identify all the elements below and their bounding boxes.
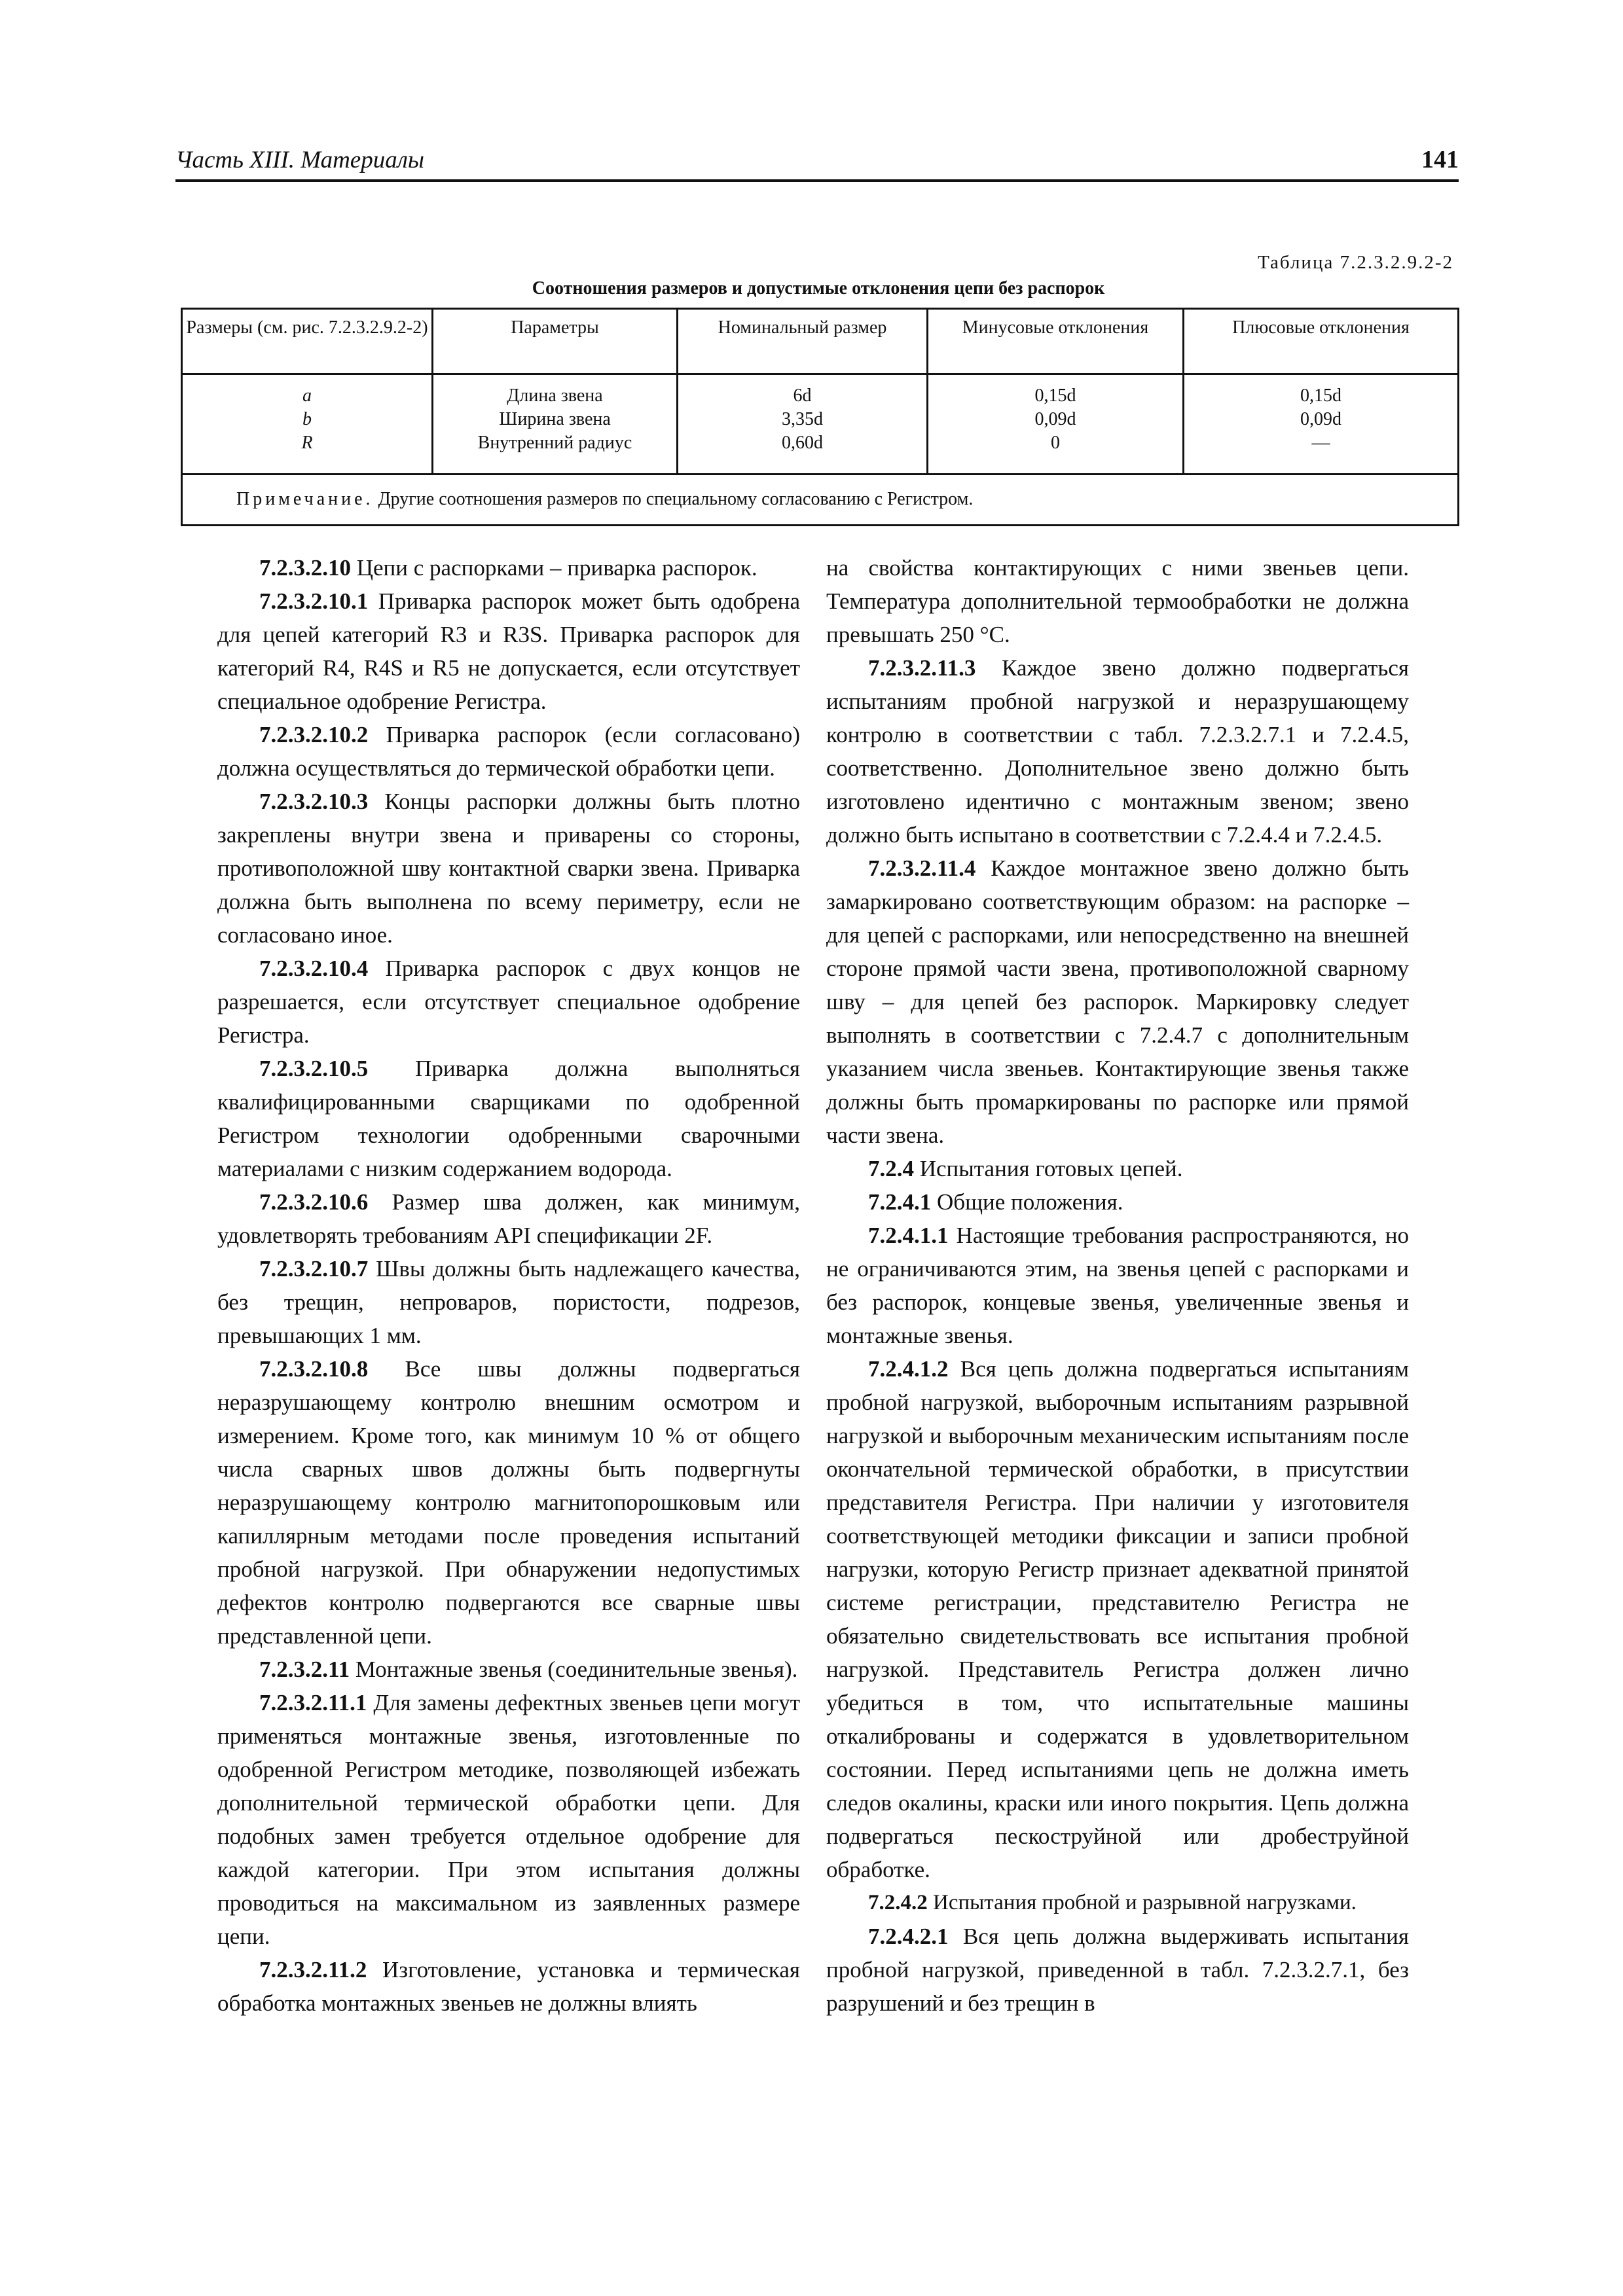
paragraph xyxy=(826,852,1409,1152)
clause-text: Испытания готовых цепей. xyxy=(919,1156,1183,1181)
clause-number: 7.2.3.2.10.8 xyxy=(259,1356,369,1382)
clause-text: Приварка распорок может быть одобрена для цепей категорий R3 и R3S. Приварка распорок для категорий R4, R4S и R5 не допускается, если отсутствует специальное одобрение Регистра. xyxy=(217,588,801,714)
table-column-minus xyxy=(928,374,1184,475)
clause-text: Приварка распорок с двух концов не разрешается, если отсутствует специальное одобрение Регистра. xyxy=(217,956,801,1048)
paragraph xyxy=(826,1219,1409,1352)
table-cell: 0,15d xyxy=(1300,386,1341,406)
table-row xyxy=(182,374,1459,475)
clause-text: Размер шва должен, как минимум, удовлетворять требованиям API спецификации 2F. xyxy=(217,1189,800,1248)
paragraph xyxy=(217,1352,800,1653)
paragraph xyxy=(217,1653,800,1686)
table-cell: 0,60d xyxy=(782,433,823,453)
clause-number: 7.2.3.2.11.1 xyxy=(259,1690,367,1715)
table-cell: Длина звена xyxy=(507,386,603,406)
table-note xyxy=(182,474,1459,525)
clause-number: 7.2.3.2.11 xyxy=(259,1657,350,1682)
paragraph xyxy=(217,785,800,952)
paragraph-continuation: на свойства контактирующих с ними звеньев цепи. Температура дополнительной термообработки не должна превышать 250 °С. xyxy=(826,555,1409,647)
page-number: 141 xyxy=(1421,146,1459,173)
clause-number: 7.2.3.2.10.6 xyxy=(259,1189,369,1215)
paragraph xyxy=(217,551,800,584)
clause-number: 7.2.4.1 xyxy=(868,1189,932,1215)
table-header-cell: Размеры (см. рис. 7.2.3.2.9.2-2) xyxy=(182,309,433,374)
clause-number: 7.2.3.2.10.1 xyxy=(259,588,369,614)
table-header-cell: Номинальный размер xyxy=(678,309,928,374)
note-label: Примечание. xyxy=(236,489,374,510)
paragraph xyxy=(826,1920,1409,2020)
table-header-cell: Минусовые отклонения xyxy=(928,309,1184,374)
clause-number: 7.2.4.2.1 xyxy=(868,1924,949,1949)
table-header-cell: Параметры xyxy=(433,309,678,374)
table-cell: b xyxy=(302,409,312,429)
clause-text: Цепи с распорками – приварка распорок. xyxy=(356,555,757,581)
table-note-row xyxy=(182,474,1459,525)
subsection-heading xyxy=(826,1886,1409,1920)
clause-text: Общие положения. xyxy=(937,1189,1123,1215)
clause-number: 7.2.3.2.11.3 xyxy=(868,655,976,681)
clause-text: Испытания пробной и разрывной нагрузками. xyxy=(933,1891,1357,1914)
paragraph xyxy=(217,1686,800,1953)
clause-number: 7.2.3.2.11.4 xyxy=(868,855,976,881)
table-cell: — xyxy=(1311,433,1330,453)
clause-text: Каждое монтажное звено должно быть замаркировано соответствующим образом: на распорке – для цепей с распорками, или непосредственно на внешней стороне прямой части звена, противоположной сварному шву – для цепей без распорок. Маркировку следует выполнять в соответствии с 7.2.4.7 с дополнительным указанием числа звеньев. Контактирующие звенья также должны быть промаркированы по распорке или прямой части звена. xyxy=(826,855,1409,1148)
clause-number: 7.2.4.2 xyxy=(868,1891,928,1914)
paragraph xyxy=(217,1252,800,1352)
paragraph xyxy=(217,718,800,785)
clause-text: Монтажные звенья (соединительные звенья). xyxy=(355,1657,798,1682)
table-cell: Ширина звена xyxy=(499,409,611,429)
paragraph xyxy=(217,584,800,718)
clause-number: 7.2.3.2.10.3 xyxy=(259,789,369,814)
clause-number: 7.2.4 xyxy=(868,1156,914,1181)
note-text: Другие соотношения размеров по специальному согласованию с Регистром. xyxy=(378,489,974,510)
left-column xyxy=(217,551,800,2020)
table-cell: R xyxy=(301,433,313,453)
clause-text: Изготовление, установка и термическая обработка монтажных звеньев не должны влиять xyxy=(217,1957,801,2016)
table-column-parameters xyxy=(433,374,678,475)
paragraph xyxy=(217,952,800,1052)
paragraph xyxy=(217,1185,800,1252)
table-cell: Внутренний радиус xyxy=(477,433,632,453)
clause-text: Вся цепь должна выдерживать испытания пробной нагрузкой, приведенной в табл. 7.2.3.2.7.1, без разрушений и без трещин в xyxy=(826,1924,1409,2016)
table-column-nominal xyxy=(678,374,928,475)
table-cell: 0,09d xyxy=(1034,409,1076,429)
clause-text: Вся цепь должна подвергаться испытаниям пробной нагрузкой, выборочным испытаниям разрывной нагрузкой и выборочным механическим испытаниям после окончательной термической обработки, в присутствии представителя Регистра. При наличии у изготовителя соответствующей методики фиксации и записи пробной нагрузки, которую Регистр признает адекватной принятой системе регистрации, представителю Регистра не обязательно свидетельствовать все испытания пробной нагрузкой. Представитель Регистра должен лично убедиться в том, что испытательные машины откалиброваны и содержатся в удовлетворительном состоянии. Перед испытаниями цепь не должна иметь следов окалины, краски или иного покрытия. Цепь должна подвергаться пескоструйной или дробеструйной обработке. xyxy=(826,1356,1410,1882)
clause-text: Приварка распорок (если согласовано) должна осуществляться до термической обработки цепи. xyxy=(217,722,800,781)
clause-text: Концы распорки должны быть плотно закреплены внутри звена и приварены со стороны, противоположной шву контактной сварки звена. Приварка должна быть выполнена по всему периметру, если не согласовано иное. xyxy=(217,789,800,948)
paragraph xyxy=(217,1953,800,2020)
clause-text: Все швы должны подвергаться неразрушающему контролю внешним осмотром и измерением. Кроме того, как минимум 10 % от общего числа сварных швов должны быть подвергнуты неразрушающему контролю магнитопорошковым или капиллярным методами после проведения испытаний пробной нагрузкой. При обнаружении недопустимых дефектов контролю подвергаются все сварные швы представленной цепи. xyxy=(217,1356,800,1649)
clause-number: 7.2.3.2.10.7 xyxy=(259,1256,369,1282)
clause-text: Приварка должна выполняться квалифицированными сварщиками по одобренной Регистром технологии одобренными сварочными материалами с низким содержанием водорода. xyxy=(217,1056,801,1181)
clause-number: 7.2.3.2.10 xyxy=(259,555,351,581)
clause-number: 7.2.3.2.10.4 xyxy=(259,956,369,981)
table-column-plus xyxy=(1184,374,1459,475)
section-heading xyxy=(826,1152,1409,1185)
clause-text: Для замены дефектных звеньев цепи могут применяться монтажные звенья, изготовленные по одобренной Регистром методике, позволяющей избежать дополнительной термической обработки цепи. Для подобных замен требуется отдельное одобрение для каждой категории. При этом испытания должны проводиться на максимальном из заявленных размере цепи. xyxy=(217,1690,800,1949)
table-label: Таблица 7.2.3.2.9.2-2 xyxy=(1258,252,1453,273)
table-column-dimensions xyxy=(182,374,433,475)
running-title: Часть XIII. Материалы xyxy=(175,147,424,173)
table-caption: Соотношения размеров и допустимые отклонения цепи без распорок xyxy=(532,278,1105,298)
table-cell: 0 xyxy=(1051,433,1060,453)
clause-number: 7.2.4.1.2 xyxy=(868,1356,949,1382)
table-cell: 6d xyxy=(793,386,812,406)
paragraph xyxy=(826,1352,1409,1886)
paragraph xyxy=(826,651,1409,852)
right-column xyxy=(826,551,1409,2020)
table-header-row xyxy=(182,309,1459,374)
clause-number: 7.2.3.2.11.2 xyxy=(259,1957,367,1982)
paragraph xyxy=(217,1052,800,1185)
dimensions-table xyxy=(181,308,1459,526)
table-header-cell: Плюсовые отклонения xyxy=(1184,309,1459,374)
subsection-heading xyxy=(826,1185,1409,1219)
table-cell: a xyxy=(302,386,312,406)
page-header xyxy=(175,143,1459,182)
clause-number: 7.2.3.2.10.5 xyxy=(259,1056,369,1081)
table-cell: 0,09d xyxy=(1300,409,1341,429)
clause-number: 7.2.4.1.1 xyxy=(868,1223,949,1248)
clause-text: Швы должны быть надлежащего качества, без трещин, непроваров, пористости, подрезов, превышающих 1 мм. xyxy=(217,1256,801,1348)
clause-text: Каждое звено должно подвергаться испытаниям пробной нагрузкой и неразрушающему контролю в соответствии с табл. 7.2.3.2.7.1 и 7.2.4.5, соответственно. Дополнительное звено должно быть изготовлено идентично с монтажным звеном; звено должно быть испытано в соответствии с 7.2.4.4 и 7.2.4.5. xyxy=(826,655,1409,848)
clause-text: Настоящие требования распространяются, но не ограничиваются этим, на звенья цепей с распорками и без распорок, концевые звенья, увеличенные звенья и монтажные звенья. xyxy=(826,1223,1409,1348)
clause-number: 7.2.3.2.10.2 xyxy=(259,722,369,747)
table-cell: 0,15d xyxy=(1034,386,1076,406)
table-cell: 3,35d xyxy=(782,409,823,429)
